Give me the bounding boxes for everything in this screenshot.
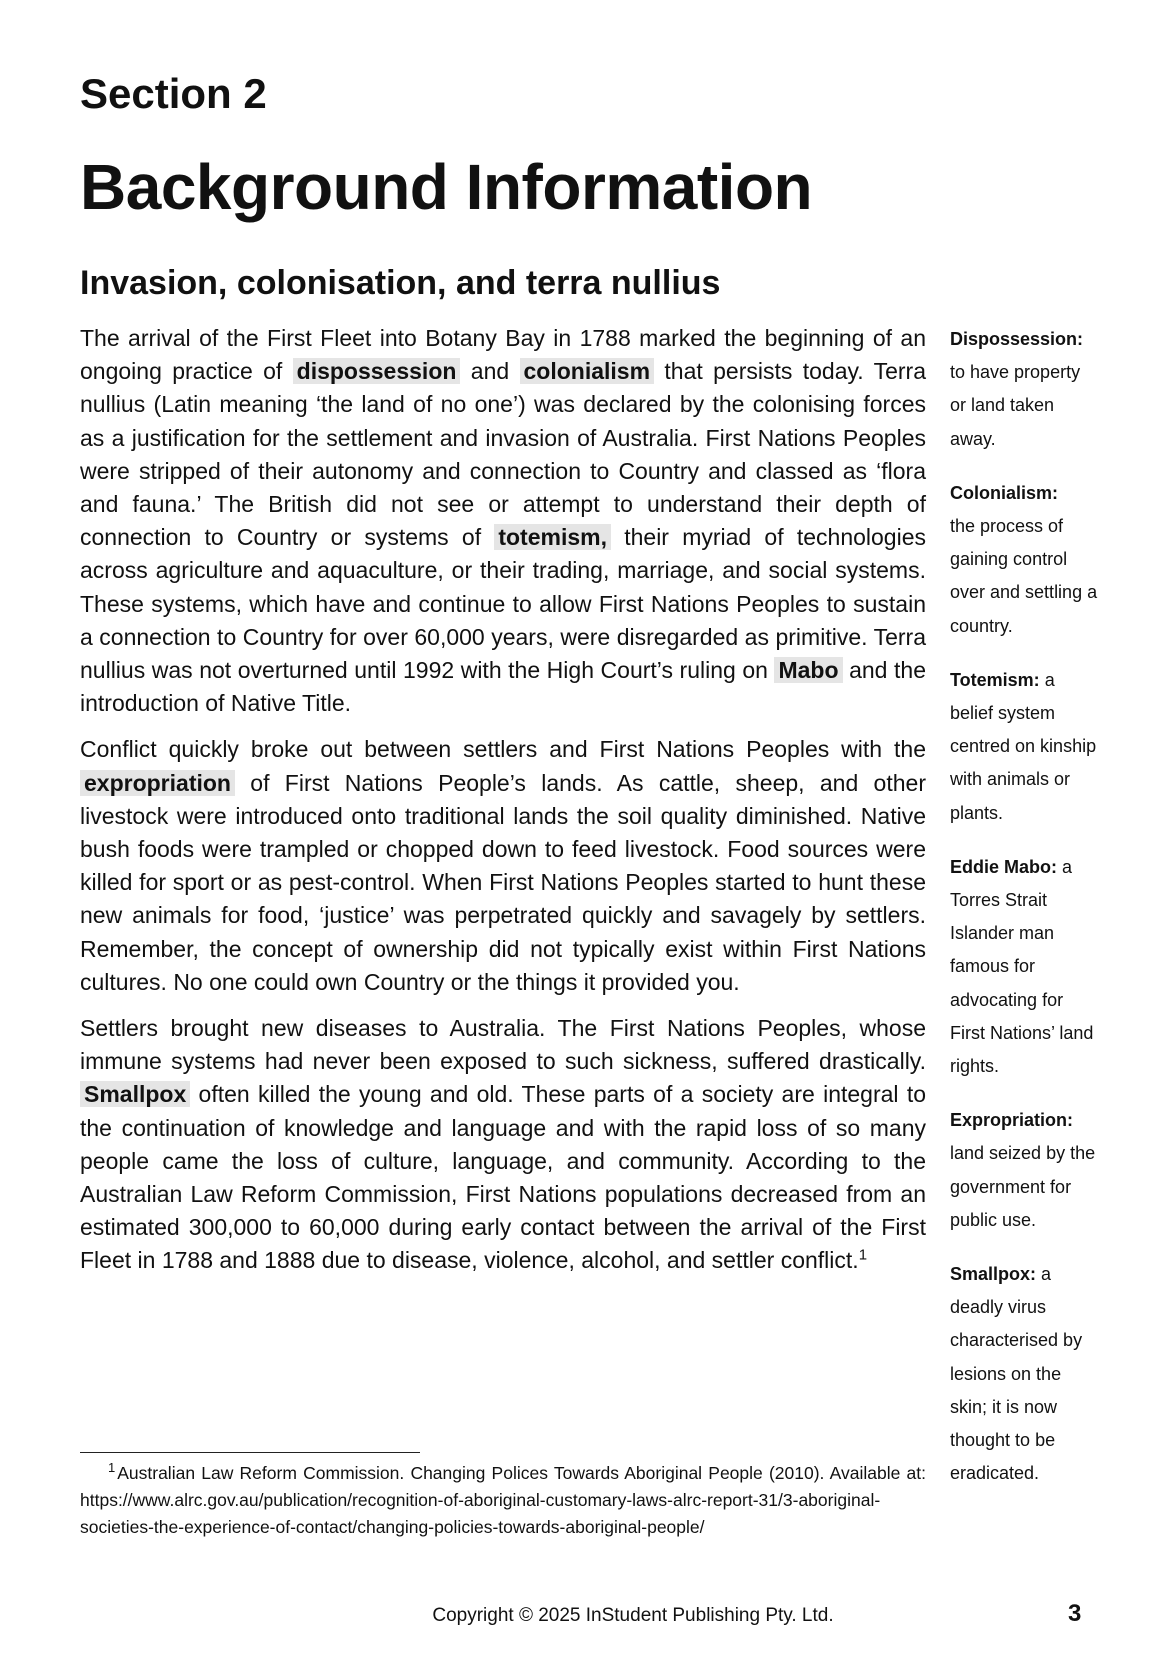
footnote bbox=[80, 1460, 926, 1541]
paragraph-3: Settlers brought new diseases to Australia. The First Nations Peoples, whose immune systems had never been exposed to such sickness, suffered drastically. Smallpox often killed the young and old. These parts of a society are integral to the continuation of knowledge and language and with the rapid loss of so many people came the loss of culture, language, and community. According to the Australian Law Reform Commission, First Nations populations decreased from an estimated 300,000 to 60,000 during early contact between the arrival of the First Fleet in 1788 and 1888 due to disease, violence, alcohol, and settler conflict.$^1$ bbox=[80, 1015, 926, 1274]
page-number: 3 bbox=[1068, 1600, 1082, 1627]
page-title: Background Information bbox=[80, 151, 813, 223]
glossary-entry-smallpox: Smallpox: a deadly virus characterised by lesions on the skin; it is now thought to be eradicated. bbox=[950, 1264, 1083, 1484]
paragraph-1: The arrival of the First Fleet into Botany Bay in 1788 marked the beginning of an ongoing practice of dispossession and colonialism that persists today. Terra nullius (Latin meaning ‘the land of no one’) was declared by the colonising forces as a justification for the settlement and invasion of Australia. First Nations Peoples were stripped of their autonomy and connection to Country and classed as ‘flora and fauna.’ The British did not see or attempt to understand their depth of connection to Country or systems of totemism, their myriad of technologies across agriculture and aquaculture, or their trading, marriage, and social systems. These systems, which have and continue to allow First Nations Peoples to sustain a connection to Country for over 60,000 years, were disregarded as primitive. Terra nullius was not overturned until 1992 with the High Court’s ruling on Mabo and the introduction of Native Title. bbox=[80, 325, 927, 717]
glossary-entry-expropriation: Expropriation: land seized by the government for public use. bbox=[950, 1110, 1096, 1230]
keyword-totemism: totemism, bbox=[494, 524, 611, 550]
glossary-entry-dispossession: Dispossession: to have property or land taken away. bbox=[950, 329, 1084, 449]
footnote-divider bbox=[80, 1452, 420, 1453]
glossary-entry-totemism: Totemism: a belief system centred on kinship with animals or plants. bbox=[950, 669, 1097, 823]
glossary-sidebar bbox=[950, 323, 1100, 1512]
footnote-text: Australian Law Reform Commission. Changing Polices Towards Aboriginal People (2010). Available at: https://www.alrc.gov.au/publication/recognition-of-aboriginal-customary-laws-alrc-report-31/3-aboriginal-societies-the-experience-of-contact/changing-policies-towards-aboriginal-people/ bbox=[80, 1463, 926, 1537]
keyword-mabo: Mabo bbox=[774, 657, 842, 683]
glossary-entry-colonialism: Colonialism: the process of gaining control over and settling a country. bbox=[950, 482, 1098, 636]
main-text bbox=[80, 322, 926, 1291]
footnote-number: 1 bbox=[108, 1460, 116, 1476]
keyword-dispossession: dispossession bbox=[293, 358, 461, 384]
section-label: Section 2 bbox=[80, 70, 267, 117]
copyright-footer: Copyright © 2025 InStudent Publishing Pty. Ltd. bbox=[432, 1605, 834, 1626]
section-heading: Invasion, colonisation, and terra nullius bbox=[80, 264, 721, 302]
footnote-marker[interactable]: 1 bbox=[858, 1246, 868, 1264]
glossary-entry-eddie-mabo: Eddie Mabo: a Torres Strait Islander man famous for advocating for First Nations’ land rights. bbox=[950, 856, 1094, 1077]
keyword-smallpox: Smallpox bbox=[80, 1081, 190, 1107]
keyword-colonialism: colonialism bbox=[520, 358, 655, 384]
paragraph-2: Conflict quickly broke out between settlers and First Nations Peoples with the expropriation of First Nations People’s lands. As cattle, sheep, and other livestock were introduced onto traditional lands the soil quality diminished. Native bush foods were trampled or chopped down to feed livestock. Food sources were killed for sport or as pest-control. When First Nations Peoples started to hunt these new animals for food, ‘justice’ was perpetrated quickly and savagely by settlers. Remember, the concept of ownership did not typically exist within First Nations cultures. No one could own Country or the things it provided you. bbox=[80, 736, 926, 995]
keyword-expropriation: expropriation bbox=[80, 770, 235, 796]
